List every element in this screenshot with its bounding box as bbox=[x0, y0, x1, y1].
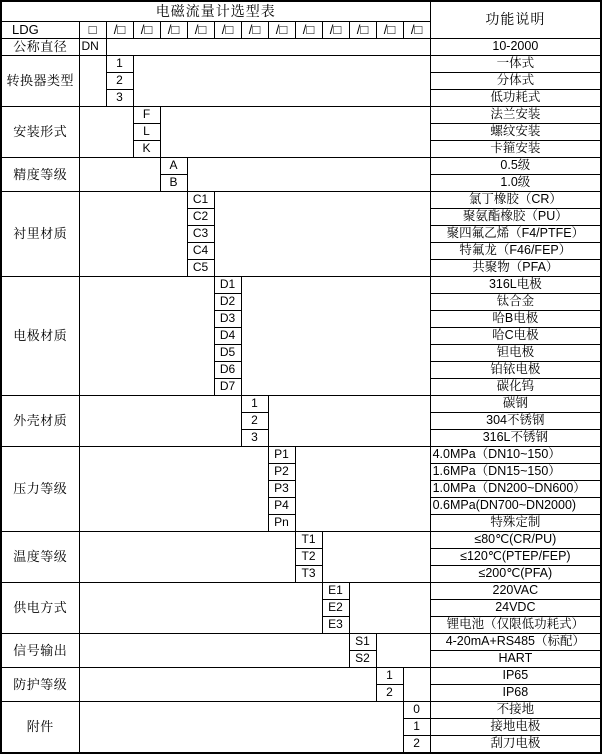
code-cell: S2 bbox=[349, 650, 376, 667]
code-cell: P1 bbox=[268, 446, 295, 463]
desc-cell: 刮刀电极 bbox=[430, 735, 601, 753]
section-label: 转换器类型 bbox=[1, 55, 79, 106]
filler-cell bbox=[376, 633, 430, 667]
section-label: 防护等级 bbox=[1, 667, 79, 701]
code-cell: 2 bbox=[403, 735, 430, 753]
filler-cell bbox=[403, 667, 430, 701]
code-cell: L bbox=[133, 123, 160, 140]
desc-cell: 316L电极 bbox=[430, 276, 601, 293]
section-label: 附件 bbox=[1, 701, 79, 753]
table-row bbox=[1, 38, 601, 55]
code-cell: D1 bbox=[214, 276, 241, 293]
section-label: 温度等级 bbox=[1, 531, 79, 582]
desc-cell: 220VAC bbox=[430, 582, 601, 599]
desc-cell: 共聚物（PFA） bbox=[430, 259, 601, 276]
code-cell: 1 bbox=[106, 55, 133, 72]
filler-cell bbox=[79, 157, 160, 191]
desc-cell: 24VDC bbox=[430, 599, 601, 616]
desc-cell: 氯丁橡胶（CR） bbox=[430, 191, 601, 208]
code-cell: B bbox=[160, 174, 187, 191]
table-row bbox=[1, 55, 601, 72]
desc-cell: 1.0级 bbox=[430, 174, 601, 191]
code-cell: C2 bbox=[187, 208, 214, 225]
section-label: 信号输出 bbox=[1, 633, 79, 667]
filler-cell bbox=[79, 701, 403, 753]
filler-cell bbox=[79, 633, 349, 667]
table-row bbox=[1, 531, 601, 548]
desc-cell: 铂铱电极 bbox=[430, 361, 601, 378]
section-label: 公称直径 bbox=[1, 38, 79, 55]
filler-cell bbox=[79, 55, 106, 106]
code-cell: 1 bbox=[241, 395, 268, 412]
code-cell: D6 bbox=[214, 361, 241, 378]
title-row bbox=[1, 1, 601, 21]
model-slash-box: /□ bbox=[133, 21, 160, 38]
code-cell: C3 bbox=[187, 225, 214, 242]
code-cell: D4 bbox=[214, 327, 241, 344]
code-cell: T1 bbox=[295, 531, 322, 548]
desc-cell: ≤80℃(CR/PU) bbox=[430, 531, 601, 548]
model-slash-box: /□ bbox=[106, 21, 133, 38]
filler-cell bbox=[322, 531, 430, 582]
filler-cell bbox=[79, 395, 241, 446]
filler-cell bbox=[214, 191, 430, 276]
desc-cell: 0.6MPa(DN700~DN2000) bbox=[430, 497, 601, 514]
desc-cell: 聚氨酯橡胶（PU） bbox=[430, 208, 601, 225]
section-label: 供电方式 bbox=[1, 582, 79, 633]
filler-cell bbox=[187, 157, 430, 191]
filler-cell bbox=[79, 191, 187, 276]
code-cell: 2 bbox=[106, 72, 133, 89]
filler-cell bbox=[79, 276, 214, 395]
desc-cell: 哈C电极 bbox=[430, 327, 601, 344]
table-row bbox=[1, 191, 601, 208]
table-row bbox=[1, 395, 601, 412]
desc-cell: IP65 bbox=[430, 667, 601, 684]
desc-cell: 316L不锈钢 bbox=[430, 429, 601, 446]
desc-cell: 不接地 bbox=[430, 701, 601, 718]
code-cell: P2 bbox=[268, 463, 295, 480]
code-cell: 3 bbox=[106, 89, 133, 106]
filler-cell bbox=[79, 582, 322, 633]
desc-cell: 分体式 bbox=[430, 72, 601, 89]
filler-cell bbox=[79, 106, 133, 157]
code-cell: 3 bbox=[241, 429, 268, 446]
code-cell: D5 bbox=[214, 344, 241, 361]
filler-cell bbox=[268, 395, 430, 446]
model-slash-box: /□ bbox=[376, 21, 403, 38]
desc-cell: ≤120℃(PTEP/FEP) bbox=[430, 548, 601, 565]
section-label: 衬里材质 bbox=[1, 191, 79, 276]
desc-cell: 1.6MPa（DN15~150） bbox=[430, 463, 601, 480]
desc-cell: 碳钢 bbox=[430, 395, 601, 412]
function-header: 功能说明 bbox=[430, 1, 601, 38]
table-row bbox=[1, 582, 601, 599]
desc-cell: ≤200℃(PFA) bbox=[430, 565, 601, 582]
code-cell: E3 bbox=[322, 616, 349, 633]
desc-cell: 特殊定制 bbox=[430, 514, 601, 531]
table-row bbox=[1, 276, 601, 293]
desc-cell: 特氟龙（F46/FEP） bbox=[430, 242, 601, 259]
model-slash-box: /□ bbox=[187, 21, 214, 38]
code-cell: F bbox=[133, 106, 160, 123]
desc-cell: 钛合金 bbox=[430, 293, 601, 310]
filler-cell bbox=[79, 446, 268, 531]
model-slash-box: /□ bbox=[268, 21, 295, 38]
code-cell: DN bbox=[79, 38, 106, 55]
desc-cell: IP68 bbox=[430, 684, 601, 701]
filler-cell bbox=[349, 582, 430, 633]
code-cell: D7 bbox=[214, 378, 241, 395]
model-code-box: □ bbox=[79, 21, 106, 38]
desc-cell: 4-20mA+RS485（标配） bbox=[430, 633, 601, 650]
desc-cell: 法兰安装 bbox=[430, 106, 601, 123]
code-cell: Pn bbox=[268, 514, 295, 531]
table-row bbox=[1, 667, 601, 684]
desc-cell: 聚四氟乙烯（F4/PTFE） bbox=[430, 225, 601, 242]
section-label: 压力等级 bbox=[1, 446, 79, 531]
desc-cell: 卡箍安装 bbox=[430, 140, 601, 157]
desc-cell: 304不锈钢 bbox=[430, 412, 601, 429]
desc-cell: 1.0MPa（DN200~DN600） bbox=[430, 480, 601, 497]
desc-cell: 接地电极 bbox=[430, 718, 601, 735]
desc-cell: 螺纹安装 bbox=[430, 123, 601, 140]
filler-cell bbox=[133, 55, 430, 106]
model-slash-box: /□ bbox=[322, 21, 349, 38]
code-cell: T3 bbox=[295, 565, 322, 582]
code-cell: K bbox=[133, 140, 160, 157]
model-slash-box: /□ bbox=[241, 21, 268, 38]
table-row bbox=[1, 446, 601, 463]
code-cell: E2 bbox=[322, 599, 349, 616]
desc-cell: 锂电池（仅限低功耗式） bbox=[430, 616, 601, 633]
desc-cell: 钽电极 bbox=[430, 344, 601, 361]
code-cell: T2 bbox=[295, 548, 322, 565]
code-cell: P4 bbox=[268, 497, 295, 514]
desc-cell: 哈B电极 bbox=[430, 310, 601, 327]
code-cell: S1 bbox=[349, 633, 376, 650]
section-label: 外壳材质 bbox=[1, 395, 79, 446]
filler-cell bbox=[160, 106, 430, 157]
section-label: 电极材质 bbox=[1, 276, 79, 395]
page-title: 电磁流量计选型表 bbox=[1, 1, 430, 21]
code-cell: 0 bbox=[403, 701, 430, 718]
table-row bbox=[1, 157, 601, 174]
filler-cell bbox=[241, 276, 430, 395]
code-cell: D3 bbox=[214, 310, 241, 327]
code-cell: 2 bbox=[241, 412, 268, 429]
filler-cell bbox=[295, 446, 430, 531]
code-cell: E1 bbox=[322, 582, 349, 599]
code-cell: P3 bbox=[268, 480, 295, 497]
section-label: 安装形式 bbox=[1, 106, 79, 157]
code-cell: C1 bbox=[187, 191, 214, 208]
code-cell: C4 bbox=[187, 242, 214, 259]
desc-cell: 0.5级 bbox=[430, 157, 601, 174]
model-slash-box: /□ bbox=[295, 21, 322, 38]
table-row bbox=[1, 106, 601, 123]
desc-cell: 碳化钨 bbox=[430, 378, 601, 395]
table-row bbox=[1, 633, 601, 650]
desc-cell: 4.0MPa（DN10~150） bbox=[430, 446, 601, 463]
desc-cell: 一体式 bbox=[430, 55, 601, 72]
code-cell: A bbox=[160, 157, 187, 174]
desc-cell: 10-2000 bbox=[430, 38, 601, 55]
code-cell: 2 bbox=[376, 684, 403, 701]
model-prefix: LDG bbox=[1, 21, 79, 38]
section-label: 精度等级 bbox=[1, 157, 79, 191]
desc-cell: 低功耗式 bbox=[430, 89, 601, 106]
filler-cell bbox=[79, 531, 295, 582]
model-slash-box: /□ bbox=[349, 21, 376, 38]
code-cell: C5 bbox=[187, 259, 214, 276]
model-slash-box: /□ bbox=[214, 21, 241, 38]
filler-cell bbox=[79, 667, 376, 701]
table-row bbox=[1, 701, 601, 718]
model-slash-box: /□ bbox=[403, 21, 430, 38]
code-cell: D2 bbox=[214, 293, 241, 310]
code-cell: 1 bbox=[376, 667, 403, 684]
filler-cell bbox=[106, 38, 430, 55]
code-cell: 1 bbox=[403, 718, 430, 735]
model-slash-box: /□ bbox=[160, 21, 187, 38]
desc-cell: HART bbox=[430, 650, 601, 667]
